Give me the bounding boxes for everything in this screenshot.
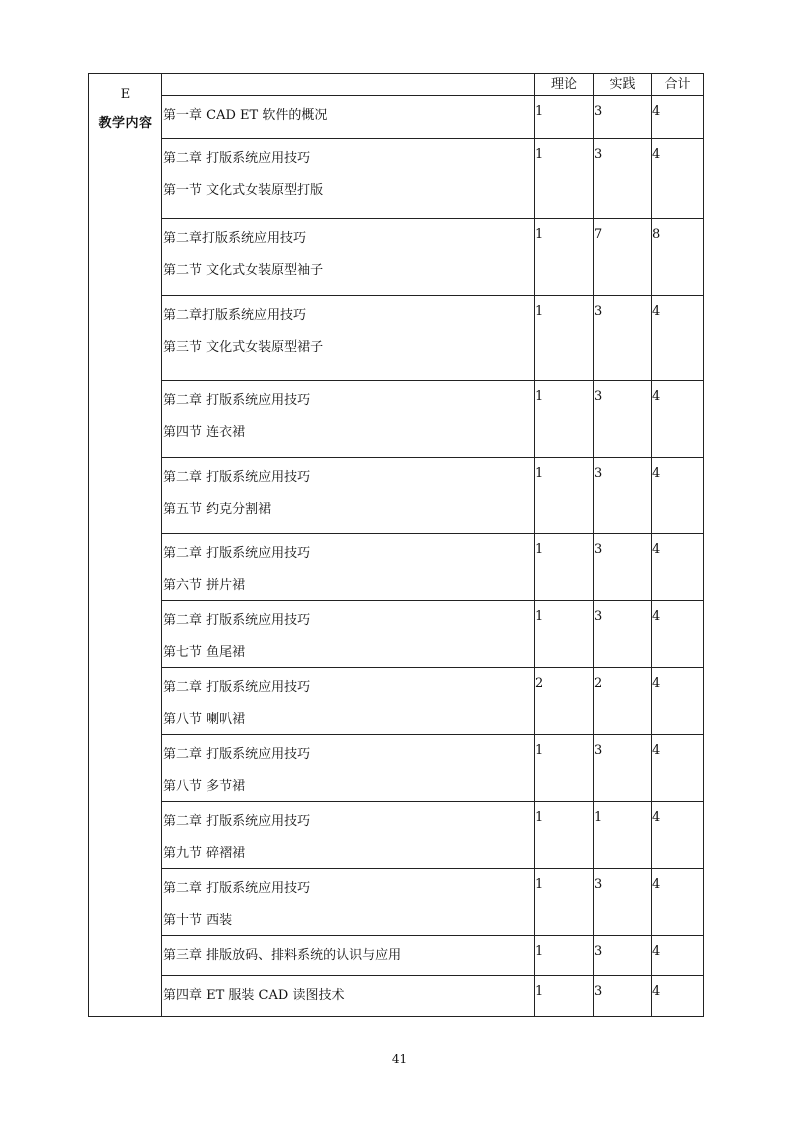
theory-hours bbox=[534, 601, 593, 667]
table-row bbox=[162, 668, 703, 735]
table-row bbox=[162, 601, 703, 668]
header-total: 合计 bbox=[651, 74, 703, 95]
section-text: 第九节 碎褶裙 bbox=[163, 846, 246, 861]
table-row bbox=[162, 96, 703, 139]
total-hours bbox=[651, 735, 703, 801]
topic-cell bbox=[162, 219, 534, 295]
practice-value: 7 bbox=[594, 227, 603, 242]
table-row bbox=[162, 458, 703, 534]
chapter-text: 第二章 打版系统应用技巧 bbox=[163, 814, 311, 829]
chapter-text: 第二章 打版系统应用技巧 bbox=[163, 393, 311, 408]
total-hours bbox=[651, 668, 703, 734]
curriculum-table bbox=[88, 73, 704, 1017]
practice-hours bbox=[593, 534, 651, 600]
table-row bbox=[162, 296, 703, 381]
total-value: 4 bbox=[652, 389, 661, 404]
table-row bbox=[162, 936, 703, 976]
chapter-text: 第二章 打版系统应用技巧 bbox=[163, 546, 311, 561]
chapter-text: 第二章 打版系统应用技巧 bbox=[163, 613, 311, 628]
theory-value: 1 bbox=[535, 944, 544, 959]
header-row bbox=[162, 74, 703, 96]
practice-hours bbox=[593, 735, 651, 801]
theory-value: 1 bbox=[535, 227, 544, 242]
table-row bbox=[162, 139, 703, 219]
topic-cell bbox=[162, 802, 534, 868]
theory-value: 1 bbox=[535, 542, 544, 557]
chapter-text: 第二章 打版系统应用技巧 bbox=[163, 470, 311, 485]
practice-hours bbox=[593, 601, 651, 667]
practice-hours bbox=[593, 976, 651, 1016]
theory-hours bbox=[534, 802, 593, 868]
chapter-text: 第四章 ET 服装 CAD 读图技术 bbox=[163, 988, 345, 1003]
chapter-text: 第二章 打版系统应用技巧 bbox=[163, 680, 311, 695]
total-hours bbox=[651, 219, 703, 295]
section-title: 教学内容 bbox=[98, 116, 153, 131]
total-hours bbox=[651, 458, 703, 533]
total-hours bbox=[651, 869, 703, 935]
theory-value: 1 bbox=[535, 389, 544, 404]
total-hours bbox=[651, 802, 703, 868]
content-grid bbox=[162, 74, 703, 1016]
header-theory: 理论 bbox=[534, 74, 593, 95]
total-value: 4 bbox=[652, 104, 661, 119]
practice-value: 3 bbox=[594, 147, 603, 162]
table-row bbox=[162, 381, 703, 458]
table-row bbox=[162, 976, 703, 1016]
section-text: 第八节 喇叭裙 bbox=[163, 712, 246, 727]
chapter-text: 第三章 排版放码、排料系统的认识与应用 bbox=[163, 948, 402, 963]
table-row bbox=[162, 534, 703, 601]
header-topic-cell bbox=[162, 74, 534, 95]
total-value: 4 bbox=[652, 304, 661, 319]
practice-hours bbox=[593, 936, 651, 975]
practice-value: 3 bbox=[594, 944, 603, 959]
theory-hours bbox=[534, 735, 593, 801]
theory-value: 1 bbox=[535, 877, 544, 892]
theory-hours bbox=[534, 458, 593, 533]
table-row bbox=[162, 219, 703, 296]
total-hours bbox=[651, 139, 703, 218]
topic-cell bbox=[162, 976, 534, 1016]
section-text: 第四节 连衣裙 bbox=[163, 425, 246, 440]
practice-value: 2 bbox=[594, 676, 603, 691]
total-value: 8 bbox=[652, 227, 661, 242]
practice-hours bbox=[593, 139, 651, 218]
section-letter: E bbox=[120, 87, 131, 102]
total-value: 4 bbox=[652, 147, 661, 162]
total-hours bbox=[651, 96, 703, 138]
total-value: 4 bbox=[652, 609, 661, 624]
chapter-text: 第二章 打版系统应用技巧 bbox=[163, 747, 311, 762]
practice-value: 3 bbox=[594, 877, 603, 892]
theory-hours bbox=[534, 139, 593, 218]
total-value: 4 bbox=[652, 676, 661, 691]
total-hours bbox=[651, 534, 703, 600]
total-value: 4 bbox=[652, 877, 661, 892]
practice-hours bbox=[593, 381, 651, 457]
chapter-text: 第二章 打版系统应用技巧 bbox=[163, 881, 311, 896]
theory-value: 2 bbox=[535, 676, 544, 691]
practice-value: 3 bbox=[594, 304, 603, 319]
topic-cell bbox=[162, 139, 534, 218]
topic-cell bbox=[162, 296, 534, 380]
practice-value: 1 bbox=[594, 810, 603, 825]
practice-hours bbox=[593, 802, 651, 868]
chapter-text: 第二章打版系统应用技巧 bbox=[163, 231, 307, 246]
total-hours bbox=[651, 936, 703, 975]
chapter-text: 第一章 CAD ET 软件的概况 bbox=[163, 108, 328, 123]
total-value: 4 bbox=[652, 984, 661, 999]
section-label-column bbox=[89, 74, 162, 1016]
theory-value: 1 bbox=[535, 984, 544, 999]
practice-value: 3 bbox=[594, 389, 603, 404]
page-number: 41 bbox=[391, 1052, 408, 1066]
theory-hours bbox=[534, 381, 593, 457]
section-text: 第三节 文化式女装原型裙子 bbox=[163, 340, 324, 355]
theory-value: 1 bbox=[535, 743, 544, 758]
practice-value: 3 bbox=[594, 466, 603, 481]
topic-cell bbox=[162, 96, 534, 138]
practice-value: 3 bbox=[594, 609, 603, 624]
practice-value: 3 bbox=[594, 984, 603, 999]
theory-hours bbox=[534, 534, 593, 600]
theory-hours bbox=[534, 668, 593, 734]
total-value: 4 bbox=[652, 542, 661, 557]
header-practice: 实践 bbox=[593, 74, 651, 95]
section-text: 第十节 西装 bbox=[163, 913, 233, 928]
total-value: 4 bbox=[652, 743, 661, 758]
theory-hours bbox=[534, 219, 593, 295]
total-hours bbox=[651, 601, 703, 667]
theory-hours bbox=[534, 869, 593, 935]
table-row bbox=[162, 802, 703, 869]
topic-cell bbox=[162, 534, 534, 600]
theory-hours bbox=[534, 96, 593, 138]
topic-cell bbox=[162, 601, 534, 667]
practice-value: 3 bbox=[594, 104, 603, 119]
theory-value: 1 bbox=[535, 104, 544, 119]
theory-value: 1 bbox=[535, 466, 544, 481]
practice-hours bbox=[593, 869, 651, 935]
chapter-text: 第二章打版系统应用技巧 bbox=[163, 308, 307, 323]
topic-cell bbox=[162, 869, 534, 935]
theory-hours bbox=[534, 936, 593, 975]
table-row bbox=[162, 869, 703, 936]
total-hours bbox=[651, 976, 703, 1016]
section-text: 第二节 文化式女装原型袖子 bbox=[163, 263, 324, 278]
topic-cell bbox=[162, 381, 534, 457]
theory-value: 1 bbox=[535, 609, 544, 624]
total-value: 4 bbox=[652, 466, 661, 481]
practice-hours bbox=[593, 219, 651, 295]
topic-cell bbox=[162, 668, 534, 734]
theory-hours bbox=[534, 296, 593, 380]
section-text: 第八节 多节裙 bbox=[163, 779, 246, 794]
total-value: 4 bbox=[652, 944, 661, 959]
topic-cell bbox=[162, 458, 534, 533]
theory-value: 1 bbox=[535, 810, 544, 825]
topic-cell bbox=[162, 936, 534, 975]
total-value: 4 bbox=[652, 810, 661, 825]
total-hours bbox=[651, 296, 703, 380]
chapter-text: 第二章 打版系统应用技巧 bbox=[163, 151, 311, 166]
theory-value: 1 bbox=[535, 304, 544, 319]
section-text: 第七节 鱼尾裙 bbox=[163, 645, 246, 660]
practice-hours bbox=[593, 296, 651, 380]
theory-value: 1 bbox=[535, 147, 544, 162]
section-text: 第五节 约克分割裙 bbox=[163, 502, 272, 517]
theory-hours bbox=[534, 976, 593, 1016]
section-text: 第一节 文化式女装原型打版 bbox=[163, 183, 324, 198]
topic-cell bbox=[162, 735, 534, 801]
section-text: 第六节 拼片裙 bbox=[163, 578, 246, 593]
practice-value: 3 bbox=[594, 542, 603, 557]
practice-hours bbox=[593, 458, 651, 533]
practice-value: 3 bbox=[594, 743, 603, 758]
table-row bbox=[162, 735, 703, 802]
total-hours bbox=[651, 381, 703, 457]
practice-hours bbox=[593, 668, 651, 734]
practice-hours bbox=[593, 96, 651, 138]
